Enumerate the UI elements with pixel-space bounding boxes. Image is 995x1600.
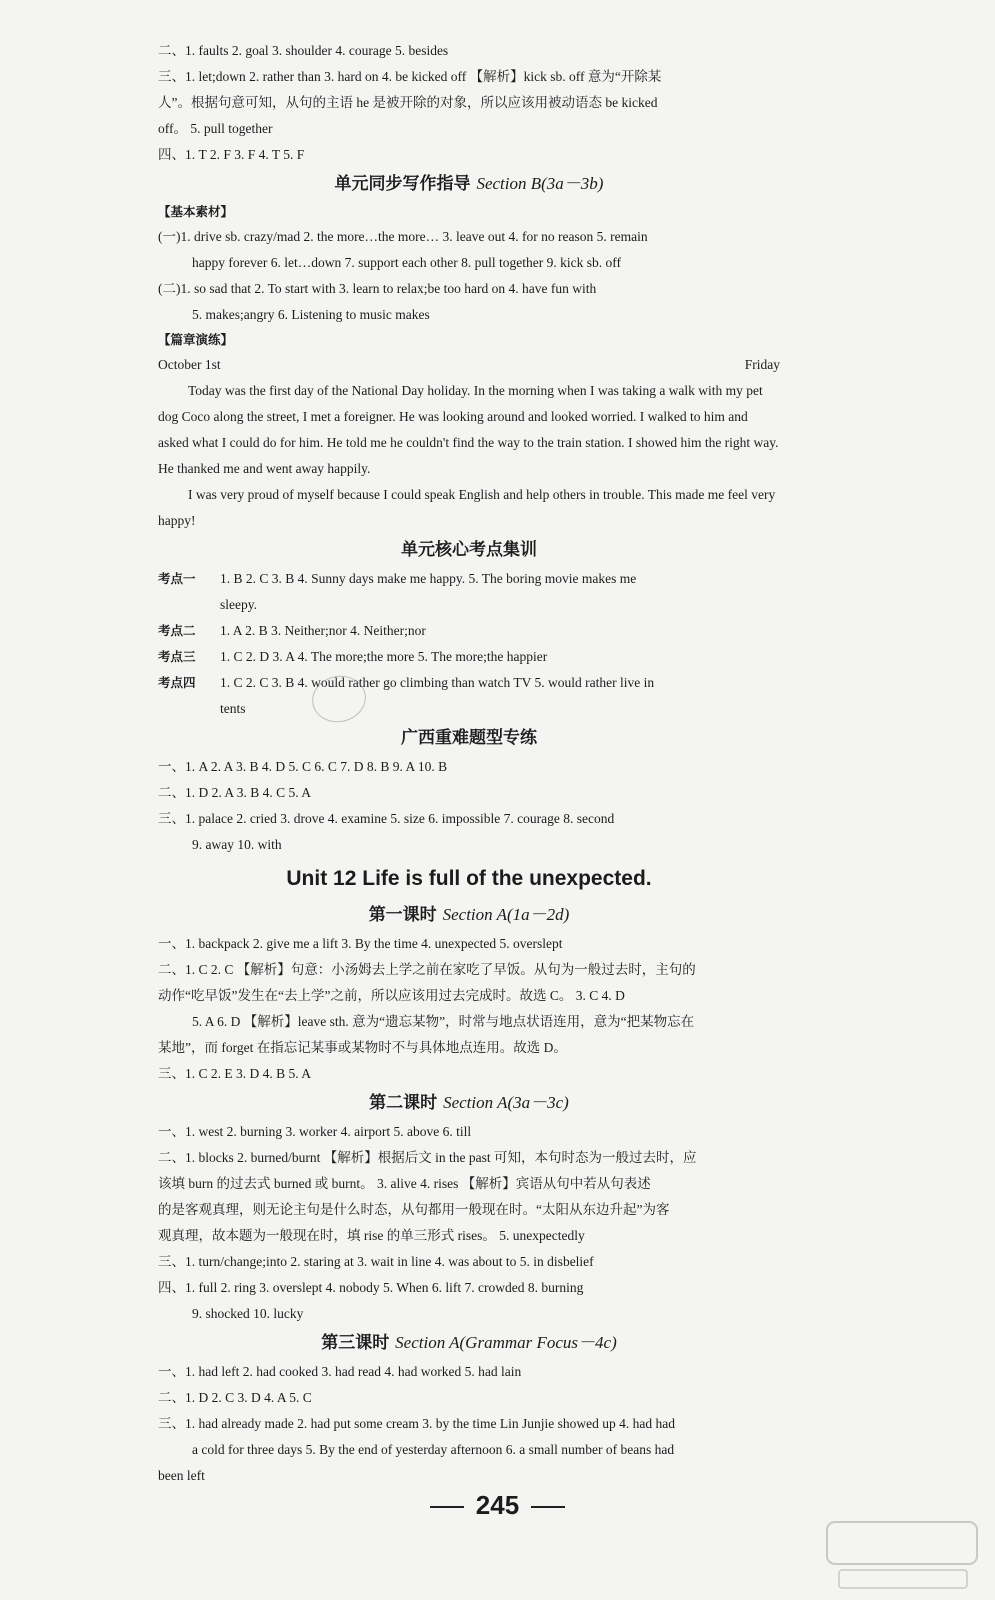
- kaodian-answers: 1. C 2. D 3. A 4. The more;the more 5. The more;the happier: [220, 649, 548, 664]
- kaodian-label: 考点四: [158, 675, 196, 690]
- answer-line: 二、1. faults 2. goal 3. shoulder 4. courage 5. besides: [158, 43, 449, 58]
- kaodian-line: [158, 618, 780, 644]
- answer-line: 观真理，故本题为一般现在时，填 rise 的单三形式 rises。 5. unexpectedly: [158, 1228, 585, 1243]
- heading-section: Section A(Grammar Focus－4c): [395, 1333, 617, 1352]
- answer-line: 一、1. backpack 2. give me a lift 3. By the time 4. unexpected 5. overslept: [158, 936, 563, 951]
- answer-line: 该填 burn 的过去式 burned 或 burnt。 3. alive 4. rises 【解析】宾语从句中若从句表述: [158, 1176, 651, 1191]
- answer-line: 一、1. had left 2. had cooked 3. had read 4. had worked 5. had lain: [158, 1364, 522, 1379]
- diary-paragraph: Today was the first day of the National Day holiday. In the morning when I was taking a walk with my pet dog Coco along the street, I met a foreigner. He was looking around and looked worried. I walked to him and asked what I could do for him. He told me he couldn't find the way to the train station. I showed him the right way. He thanked me and went away happily.: [158, 383, 779, 476]
- answer-line: a cold for three days 5. By the end of yesterday afternoon 6. a small number of beans had: [192, 1442, 675, 1457]
- answer-line: 动作“吃早饭”发生在“去上学”之前，所以应该用过去完成时。故选 C。 3. C 4. D: [158, 988, 625, 1003]
- answer-line: 三、1. C 2. E 3. D 4. B 5. A: [158, 1066, 312, 1081]
- page-number-dash: [430, 1506, 464, 1508]
- answer-line: 某地”，而 forget 在指忘记某事或某物时不与具体地点连用。故选 D。: [158, 1040, 567, 1055]
- diary-day: Friday: [744, 357, 780, 372]
- kaodian-line: [158, 670, 780, 696]
- answer-line: 二、1. D 2. C 3. D 4. A 5. C: [158, 1390, 312, 1405]
- watermark-logo: [825, 1518, 985, 1593]
- heading-text: 第三课时: [321, 1333, 390, 1353]
- answer-line: 四、1. full 2. ring 3. overslept 4. nobody 5. When 6. lift 7. crowded 8. burning: [158, 1280, 584, 1295]
- kaodian-line: [158, 566, 780, 592]
- answer-line: 的是客观真理，则无论主句是什么时态，从句都用一般现在时。“太阳从东边升起”为客: [158, 1202, 670, 1217]
- answer-line: 二、1. blocks 2. burned/burnt 【解析】根据后文 in the past 可知，本句时态为一般过去时，应: [158, 1150, 697, 1165]
- answer-line: 二、1. D 2. A 3. B 4. C 5. A: [158, 785, 312, 800]
- kaodian-answers: 1. C 2. C 3. B 4. would rather go climbing than watch TV 5. would rather live in: [220, 675, 655, 690]
- tag-passage-practice: 【篇章演练】: [158, 332, 234, 347]
- lesson-heading-2: [158, 1088, 780, 1118]
- content-column: [158, 38, 780, 1489]
- page-number-dash: [531, 1506, 565, 1508]
- kaodian-label: 考点一: [158, 571, 196, 586]
- answer-line: 三、1. let;down 2. rather than 3. hard on 4. be kicked off 【解析】kick sb. off 意为“开除某: [158, 69, 662, 84]
- answer-line: 9. away 10. with: [192, 837, 282, 852]
- kaodian-line: tents: [220, 701, 246, 716]
- heading-section: Section A(1a－2d): [442, 905, 570, 924]
- kaodian-line: sleepy.: [220, 597, 257, 612]
- answer-line: 三、1. turn/change;into 2. staring at 3. wait in line 4. was about to 5. in disbelief: [158, 1254, 594, 1269]
- answer-line: 一、1. west 2. burning 3. worker 4. airport 5. above 6. till: [158, 1124, 472, 1139]
- heading-text: 单元同步写作指导: [334, 174, 471, 194]
- section-heading-guangxi: 广西重难题型专练: [401, 728, 537, 748]
- diary-paragraph: I was very proud of myself because I could speak English and help others in trouble. This made me feel very happy!: [158, 487, 776, 528]
- section-heading-writing: [158, 169, 780, 199]
- answer-line: (二)1. so sad that 2. To start with 3. learn to relax;be too hard on 4. have fun with: [158, 281, 597, 296]
- diary-date-row: [158, 352, 780, 378]
- answer-line: 5. A 6. D 【解析】leave sth. 意为“遗忘某物”，时常与地点状语连用，意为“把某物忘在: [192, 1014, 695, 1029]
- answer-line: 人”。根据句意可知，从句的主语 he 是被开除的对象，所以应该用被动语态 be kicked: [158, 95, 658, 110]
- answer-line: 9. shocked 10. lucky: [192, 1306, 304, 1321]
- answer-line: 三、1. palace 2. cried 3. drove 4. examine 5. size 6. impossible 7. courage 8. second: [158, 811, 615, 826]
- answer-line: 三、1. had already made 2. had put some cream 3. by the time Lin Junjie showed up 4. had had: [158, 1416, 675, 1431]
- answer-line: been left: [158, 1468, 205, 1483]
- lesson-heading-3: [158, 1328, 780, 1358]
- diary-date: October 1st: [158, 357, 221, 372]
- page-number-value: 245: [475, 1490, 520, 1520]
- tag-basic-material: 【基本素材】: [158, 204, 234, 219]
- kaodian-label: 考点三: [158, 649, 196, 664]
- lesson-heading-1: [158, 900, 780, 930]
- answer-line: 5. makes;angry 6. Listening to music makes: [192, 307, 430, 322]
- unit-title: Unit 12 Life is full of the unexpected.: [286, 867, 652, 890]
- kaodian-line: [158, 644, 780, 670]
- answer-line: 二、1. C 2. C 【解析】句意：小汤姆去上学之前在家吃了早饭。从句为一般过去时，主句的: [158, 962, 696, 977]
- section-heading-core: 单元核心考点集训: [401, 540, 537, 560]
- answer-line: 四、1. T 2. F 3. F 4. T 5. F: [158, 147, 305, 162]
- answer-line: off。 5. pull together: [158, 121, 273, 136]
- kaodian-label: 考点二: [158, 623, 196, 638]
- answer-line: happy forever 6. let…down 7. support each other 8. pull together 9. kick sb. off: [192, 255, 622, 270]
- heading-section: Section B(3a－3b): [476, 174, 604, 193]
- page-number: [0, 1490, 995, 1521]
- answer-line: 一、1. A 2. A 3. B 4. D 5. C 6. C 7. D 8. B 9. A 10. B: [158, 759, 448, 774]
- kaodian-answers: 1. A 2. B 3. Neither;nor 4. Neither;nor: [220, 623, 426, 638]
- kaodian-answers: 1. B 2. C 3. B 4. Sunny days make me happy. 5. The boring movie makes me: [220, 571, 637, 586]
- heading-section: Section A(3a－3c): [443, 1093, 569, 1112]
- heading-text: 第二课时: [369, 1093, 438, 1113]
- heading-text: 第一课时: [368, 905, 437, 925]
- answer-line: (一)1. drive sb. crazy/mad 2. the more…the more… 3. leave out 4. for no reason 5. remain: [158, 229, 648, 244]
